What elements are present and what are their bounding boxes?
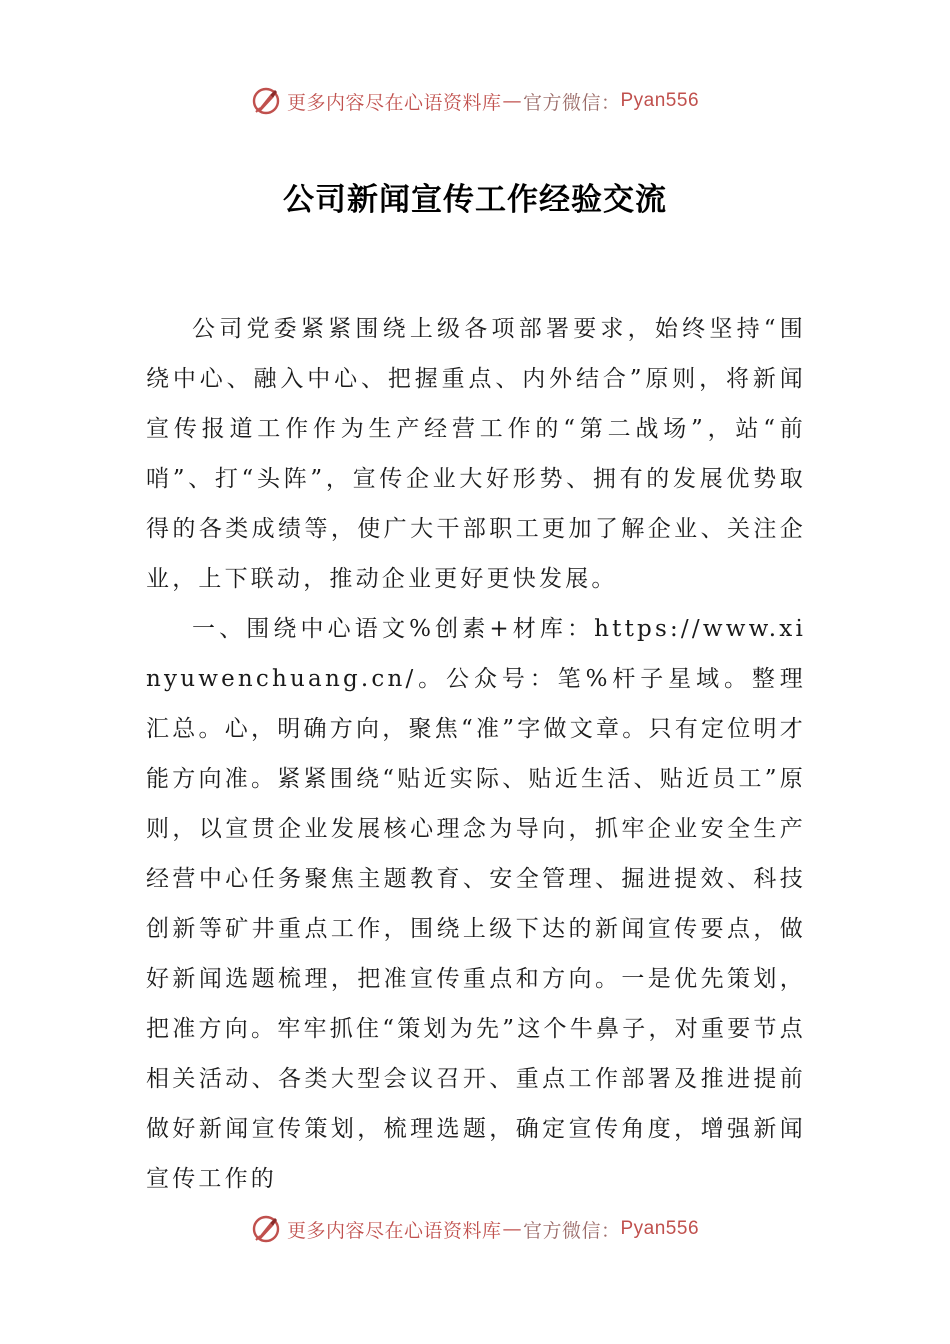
watermark-wechat-id: Pyan556 (620, 90, 700, 111)
document-body (146, 304, 806, 1204)
paragraph-section-one: 一、围绕中心语文%创素+材库：https://www.xinyuwenchuang.cn/。公众号：笔%杆子星域。整理汇总。心，明确方向，聚焦“准”字做文章。只有定位明才能方向准。紧紧围绕“贴近实际、贴近生活、贴近员工”原则，以宣贯企业发展核心理念为导向，抓牢企业安全生产经营中心任务聚焦主题教育、安全管理、掘进提效、科技创新等矿井重点工作，围绕上级下达的新闻宣传要点，做好新闻选题梳理，把准宣传重点和方向。一是优先策划，把准方向。牢牢抓住“策划为先”这个牛鼻子，对重要节点相关活动、各类大型会议召开、重点工作部署及推进提前做好新闻宣传策划，梳理选题，确定宣传角度，增强新闻宣传工作的 (146, 616, 806, 1192)
quill-pen-logo-icon (251, 86, 281, 116)
watermark-brand: 更多内容尽在心语资料库 (286, 91, 502, 114)
watermark-wechat-id: Pyan556 (620, 1218, 700, 1239)
watermark-separator: — (502, 90, 522, 112)
watermark-brand: 更多内容尽在心语资料库 (286, 1219, 502, 1242)
footer-watermark (0, 1214, 950, 1244)
paragraph-intro: 公司党委紧紧围绕上级各项部署要求，始终坚持“围绕中心、融入中心、把握重点、内外结合”原则，将新闻宣传报道工作作为生产经营工作的“第二战场”，站“前哨”、打“头阵”，宣传企业大好形势、拥有的发展优势取得的各类成绩等，使广大干部职工更加了解企业、关注企业，上下联动，推动企业更好更快发展。 (146, 316, 806, 592)
document-title: 公司新闻宣传工作经验交流 (283, 182, 667, 218)
watermark-official-label: 官方微信： (522, 1219, 621, 1242)
watermark-official-label: 官方微信： (522, 91, 621, 114)
watermark-separator: — (502, 1218, 522, 1240)
header-watermark (0, 86, 950, 116)
quill-pen-logo-icon (251, 1214, 281, 1244)
